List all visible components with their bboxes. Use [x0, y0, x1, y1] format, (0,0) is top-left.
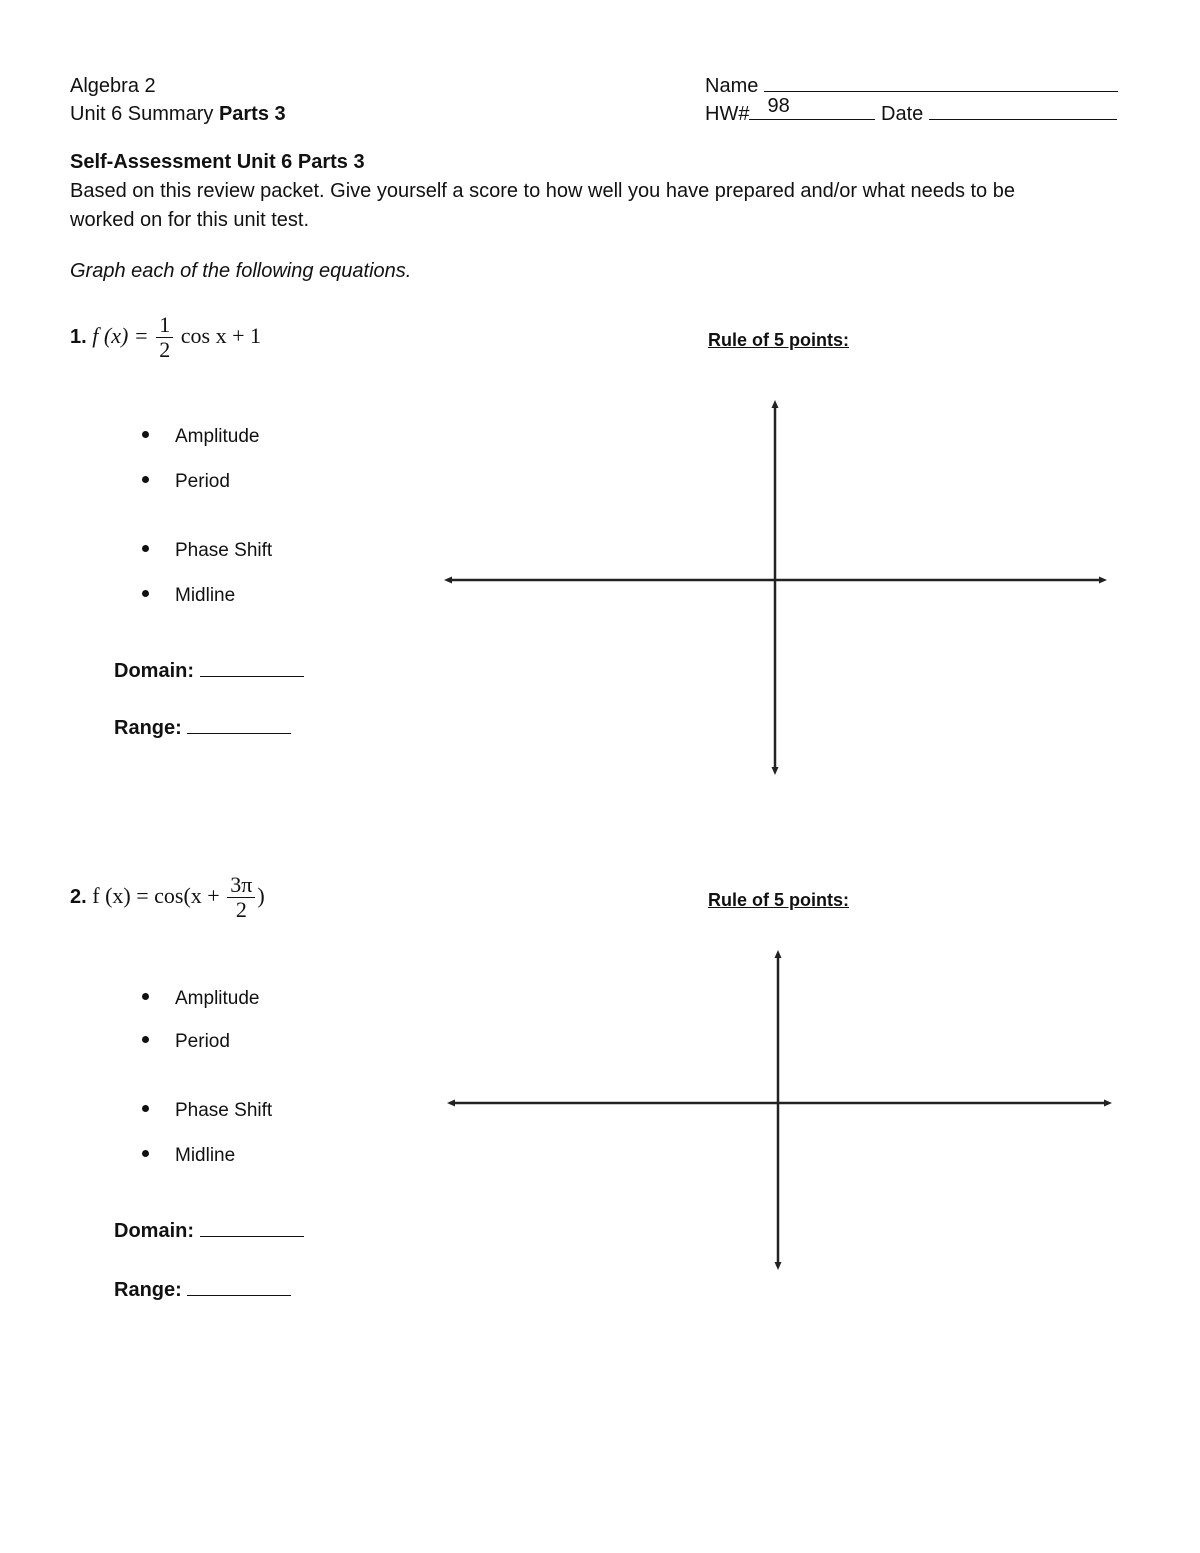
problem-1-bullet-period: [142, 471, 230, 493]
bullet-label: Phase Shift: [175, 1100, 273, 1121]
unit-title-bold: Parts 3: [218, 103, 286, 125]
problem-2-lhs: f (x) = cos(x +: [92, 882, 220, 908]
problem-2-equation: [70, 873, 265, 922]
bullet-icon: [142, 431, 149, 438]
problem-1-fraction-denominator: 2: [156, 337, 173, 362]
problem-1-rule-label: Rule of 5 points:: [708, 330, 849, 350]
unit-title: [70, 101, 286, 127]
bullet-icon: [142, 476, 149, 483]
bullet-icon: [142, 590, 149, 597]
problem-2-number: 2.: [70, 885, 87, 908]
problem-2-bullet-midline: [142, 1145, 235, 1167]
course-title: Algebra 2: [70, 75, 156, 97]
hw-number: 98: [767, 95, 790, 117]
problem-2-fraction: [227, 873, 255, 922]
bullet-label: Midline: [175, 1145, 236, 1166]
date-blank[interactable]: [929, 101, 1117, 120]
bullet-icon: [142, 993, 149, 1000]
range-blank[interactable]: [187, 715, 291, 734]
self-assessment-line-1: Based on this review packet. Give yourself a score to how well you have prepared and/or what needs to be: [70, 180, 1015, 202]
domain-label: Domain:: [114, 1220, 194, 1242]
name-label: Name: [705, 75, 759, 97]
unit-title-plain: Unit 6 Summary: [70, 103, 219, 125]
bullet-label: Midline: [175, 585, 236, 606]
hw-date-field: [705, 95, 1117, 127]
problem-1-rhs: cos x + 1: [180, 322, 261, 348]
problem-1-number: 1.: [70, 325, 87, 348]
hw-number-blank[interactable]: [749, 95, 875, 120]
problem-2-fraction-numerator: 3π: [230, 872, 253, 897]
problem-1-bullet-amplitude: [142, 426, 260, 448]
problem-1-bullet-midline: [142, 585, 235, 607]
problem-2-bullet-period: [142, 1031, 230, 1053]
problem-1-fraction: [156, 313, 173, 362]
problem-2-range: [114, 1277, 291, 1303]
problem-2-y-arrow-up: [775, 950, 782, 958]
problem-2-domain: [114, 1218, 304, 1244]
problem-1-x-arrow-right: [1099, 577, 1107, 584]
domain-blank[interactable]: [200, 658, 304, 677]
problem-2-rhs: ): [257, 882, 265, 908]
problem-2-bullet-phase-shift: [142, 1100, 272, 1122]
problem-2-x-arrow-left: [447, 1100, 455, 1107]
problem-1-fraction-numerator: 1: [159, 312, 171, 337]
bullet-label: Amplitude: [175, 988, 260, 1009]
problem-2-fraction-denominator: 2: [227, 897, 255, 922]
problem-2-x-arrow-right: [1104, 1100, 1112, 1107]
problem-1-y-arrow-down: [772, 767, 779, 775]
range-blank[interactable]: [187, 1277, 291, 1296]
bullet-icon: [142, 545, 149, 552]
problem-2-rule-label: Rule of 5 points:: [708, 890, 849, 910]
problem-2-bullet-amplitude: [142, 988, 260, 1010]
name-blank[interactable]: [764, 73, 1118, 92]
bullet-icon: [142, 1036, 149, 1043]
problem-2-y-arrow-down: [775, 1262, 782, 1270]
bullet-icon: [142, 1150, 149, 1157]
range-label: Range:: [114, 717, 182, 739]
self-assessment-title: Self-Assessment Unit 6 Parts 3: [70, 151, 365, 173]
problem-1-domain: [114, 658, 304, 684]
problem-1-x-arrow-left: [444, 577, 452, 584]
bullet-label: Phase Shift: [175, 540, 273, 561]
hw-label: HW#: [705, 103, 750, 125]
bullet-label: Period: [175, 1031, 230, 1052]
problem-1-equation: [70, 313, 261, 362]
domain-label: Domain:: [114, 660, 194, 682]
problem-1-y-arrow-up: [772, 400, 779, 408]
bullet-label: Period: [175, 471, 230, 492]
domain-blank[interactable]: [200, 1218, 304, 1237]
range-label: Range:: [114, 1279, 182, 1301]
problem-1-range: [114, 715, 291, 741]
bullet-icon: [142, 1105, 149, 1112]
self-assessment-line-2: worked on for this unit test.: [70, 209, 310, 231]
problem-1-lhs: f (x) =: [92, 322, 149, 348]
problem-1-bullet-phase-shift: [142, 540, 272, 562]
date-label: Date: [881, 103, 924, 125]
bullet-label: Amplitude: [175, 426, 260, 447]
instructions: Graph each of the following equations.: [70, 260, 412, 282]
